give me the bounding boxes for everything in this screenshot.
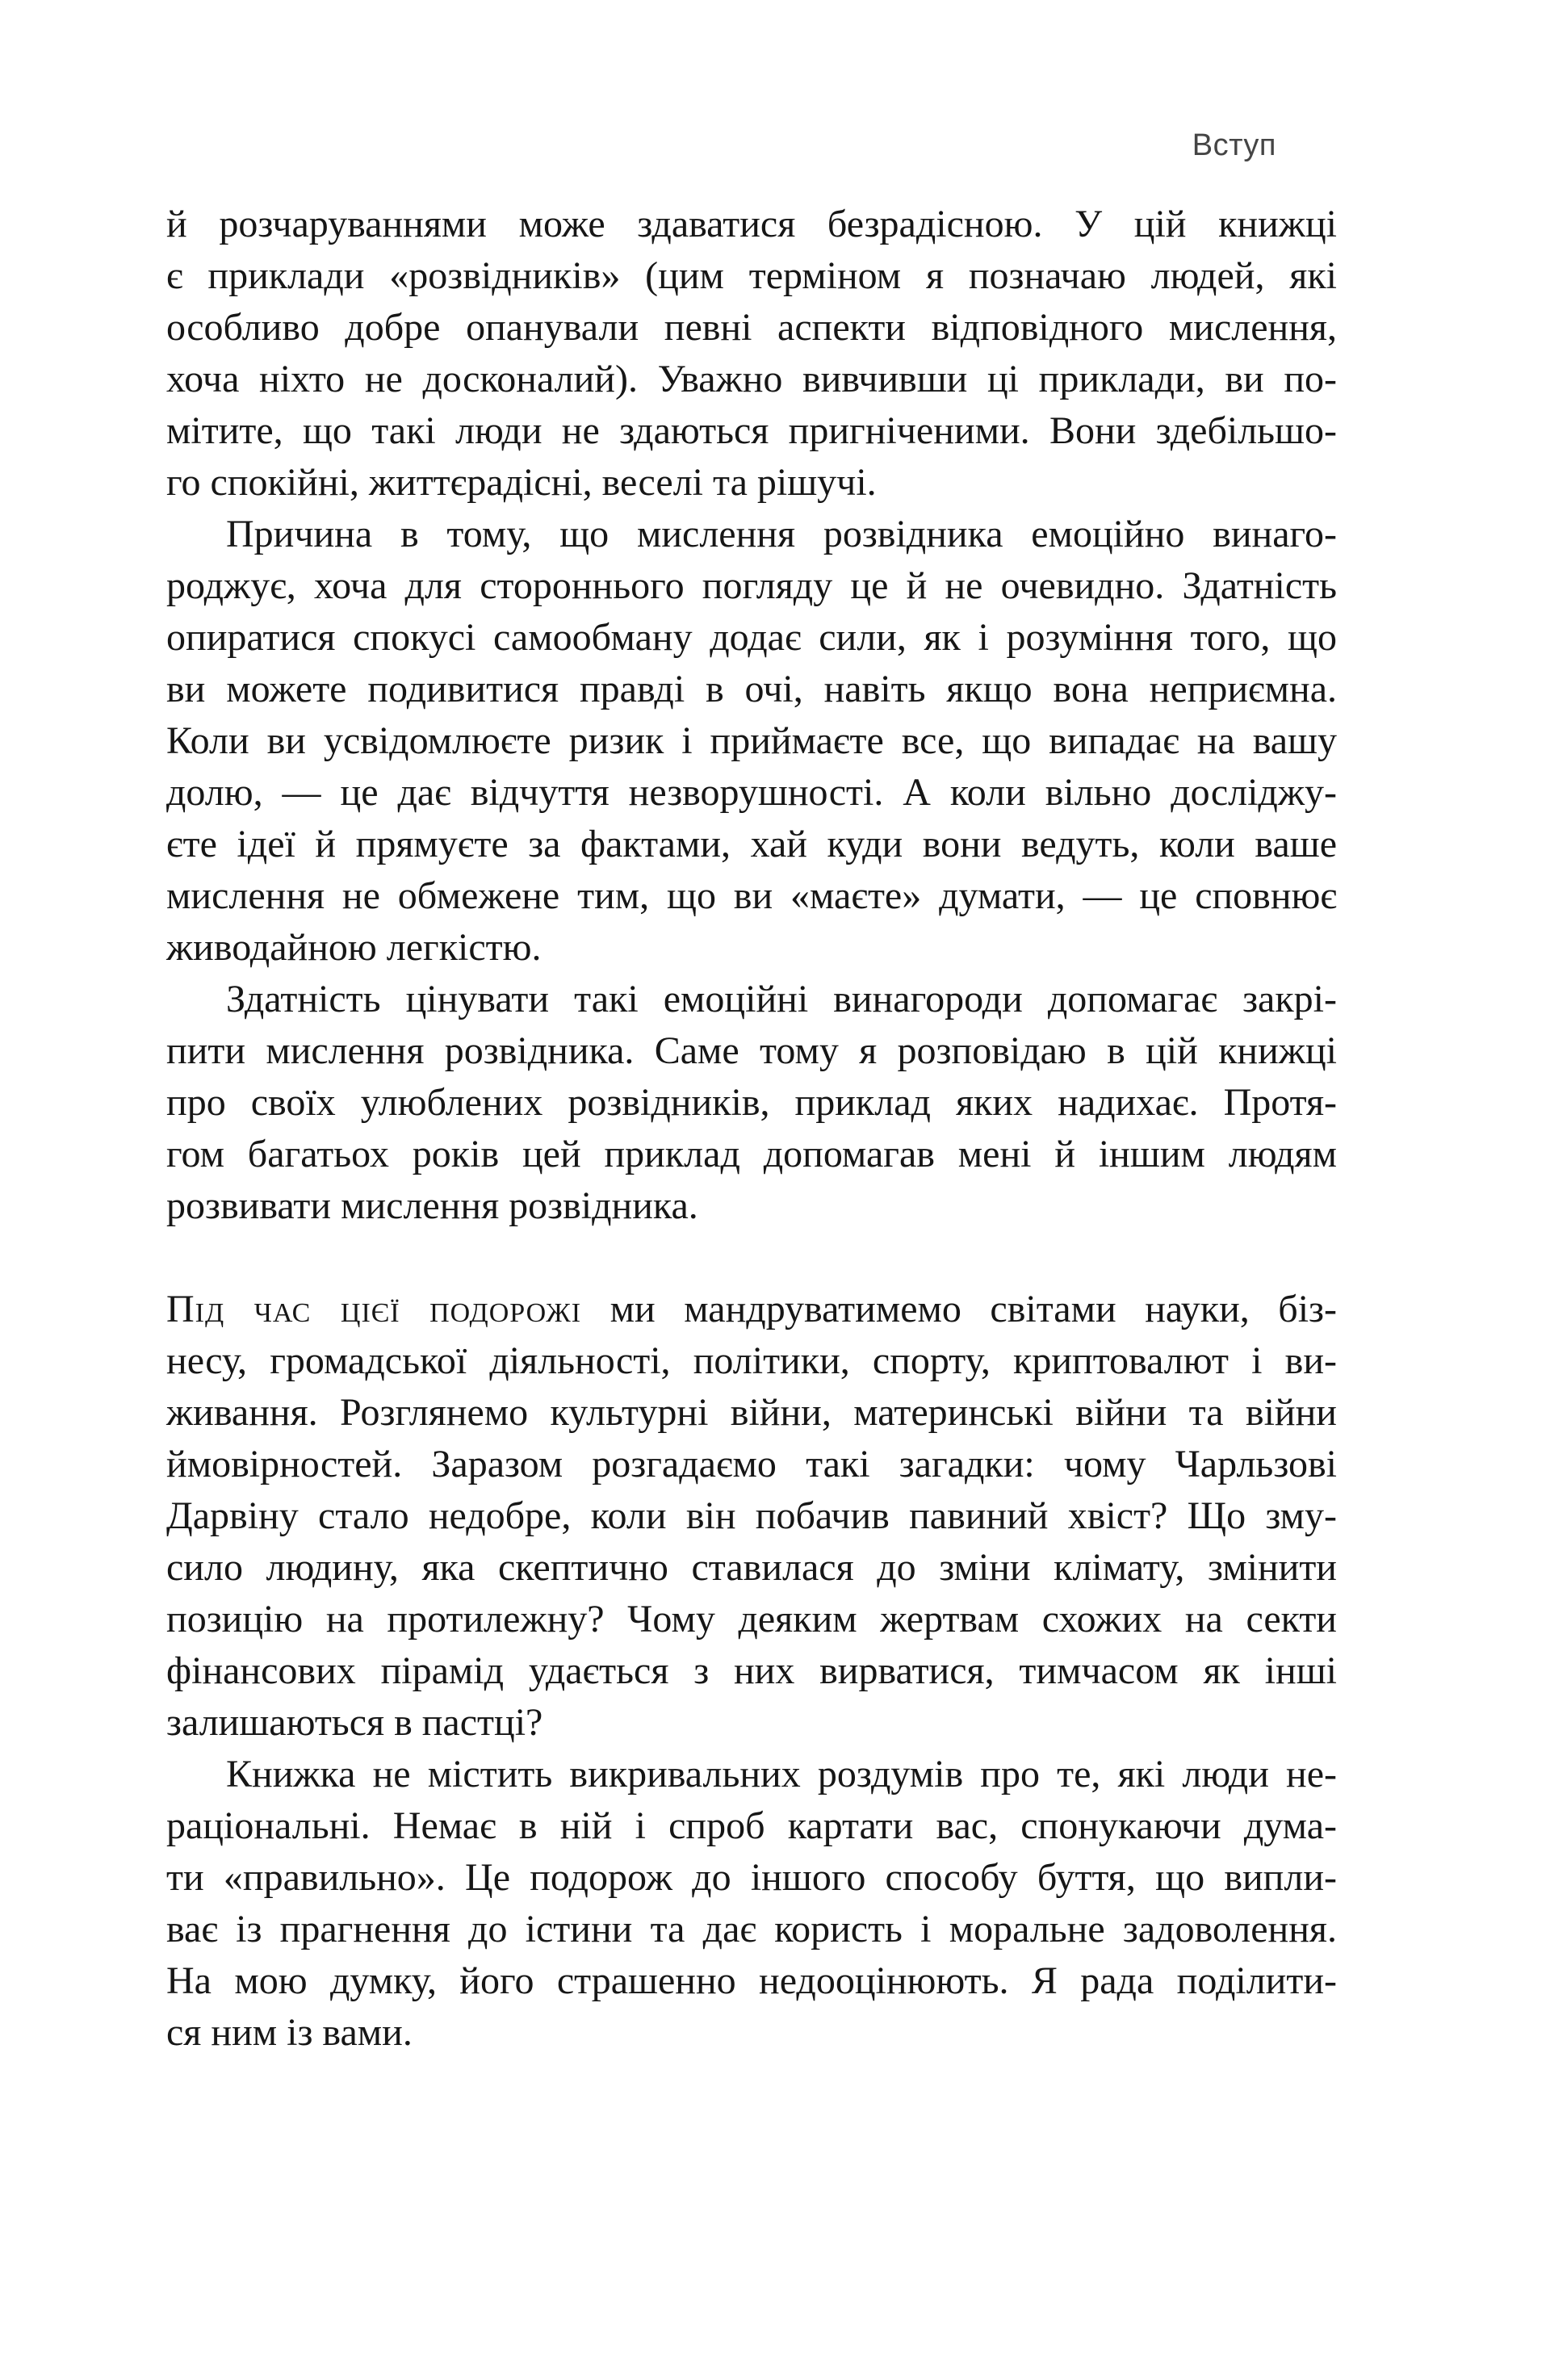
- text-line: живодайною легкістю.: [166, 926, 542, 969]
- text-line: роджує, хоча для стороннього погляду це й не очевидно. Здатність: [166, 564, 1337, 607]
- paragraph: [166, 199, 1337, 509]
- text-line: ває із прагнення до істини та дає користь і моральне задоволення.: [166, 1908, 1337, 1951]
- text-line: долю, — це дає відчуття незворушності. А коли вільно досліджу-: [166, 771, 1337, 814]
- text-line: пити мислення розвідника. Саме тому я розповідаю в цій книжці: [166, 1029, 1337, 1072]
- text-line: є приклади «розвідників» (цим терміном я позначаю людей, які: [166, 254, 1337, 297]
- smallcaps-lead: Під час цієї подорожі: [166, 1288, 582, 1330]
- text-line: Коли ви усвідомлюєте ризик і приймаєте все, що випадає на вашу: [166, 719, 1337, 762]
- text-line: несу, громадської діяльності, політики, спорту, криптовалют і ви-: [166, 1339, 1337, 1382]
- running-head: Вступ: [1192, 128, 1276, 162]
- text-line: раціональні. Немає в ній і спроб картати вас, спонукаючи дума-: [166, 1804, 1337, 1847]
- text-line: й розчаруваннями може здаватися безрадісною. У цій книжці: [166, 203, 1337, 245]
- paragraph: [166, 509, 1337, 974]
- text-line: Здатність цінувати такі емоційні винагороди допомагає закрі-: [226, 978, 1337, 1020]
- text-line: Дарвіну стало недобре, коли він побачив павиний хвіст? Що зму-: [166, 1494, 1337, 1537]
- text-line: Під час цієї подорожі ми мандруватимемо світами науки, біз-: [166, 1288, 1338, 1330]
- text-line: ймовірностей. Заразом розгадаємо такі загадки: чому Чарльзові: [166, 1443, 1337, 1485]
- paragraph: [166, 1749, 1337, 2059]
- text-line: мислення не обмежене тим, що ви «маєте» думати, — це сповнює: [166, 874, 1337, 917]
- text-line: позицію на протилежну? Чому деяким жертвам схожих на секти: [166, 1598, 1337, 1640]
- text-line: живання. Розглянемо культурні війни, материнські війни та війни: [166, 1391, 1337, 1434]
- text-line: Книжка не містить викривальних роздумів про те, які люди не-: [226, 1753, 1337, 1795]
- text-line: розвивати мислення розвідника.: [166, 1184, 698, 1227]
- text-line: хоча ніхто не досконалий). Уважно вивчивши ці приклади, ви по-: [166, 358, 1337, 400]
- text-line: особливо добре опанували певні аспекти відповідного мислення,: [166, 306, 1337, 349]
- text-line: єте ідеї й прямуєте за фактами, хай куди вони ведуть, коли ваше: [166, 823, 1337, 865]
- text-line: залишаються в пастці?: [166, 1701, 543, 1744]
- paragraph: [166, 974, 1337, 1232]
- text-line: гом багатьох років цей приклад допомагав мені й іншим людям: [166, 1133, 1337, 1175]
- text-block: [166, 199, 1337, 2059]
- paragraph: [166, 1284, 1337, 1749]
- text-line: фінансових пірамід удається з них вирватися, тимчасом як інші: [166, 1649, 1337, 1692]
- text-line: сило людину, яка скептично ставилася до зміни клімату, змінити: [166, 1546, 1337, 1589]
- text-line: ви можете подивитися правді в очі, навіть якщо вона неприємна.: [166, 668, 1337, 710]
- text-line: го спокійні, життєрадісні, веселі та рішучі.: [166, 461, 877, 504]
- text-line: про своїх улюблених розвідників, приклад яких надихає. Протя-: [166, 1081, 1337, 1124]
- text-line: мітите, що такі люди не здаються пригніченими. Вони здебільшо-: [166, 409, 1337, 452]
- text-line: ся ним із вами.: [166, 2011, 413, 2054]
- text-line: опиратися спокусі самообману додає сили, як і розуміння того, що: [166, 616, 1337, 659]
- text-line: На мою думку, його страшенно недооцінюють. Я рада поділити-: [166, 1959, 1337, 2002]
- text-line: Причина в тому, що мислення розвідника емоційно винаго-: [226, 513, 1337, 555]
- text-line: ти «правильно». Це подорож до іншого способу буття, що випли-: [166, 1856, 1337, 1899]
